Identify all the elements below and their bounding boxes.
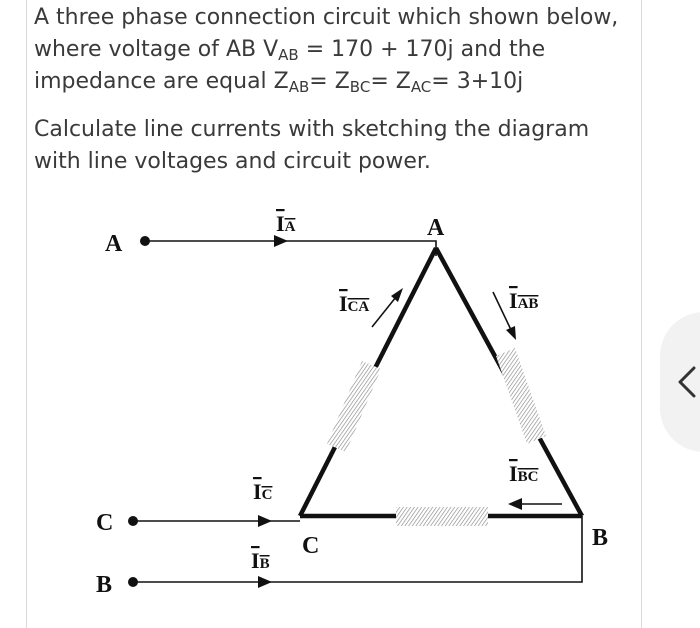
terminal-label-b: B: [96, 572, 113, 598]
arrow-ic: [258, 515, 272, 527]
node-label-b: B: [592, 525, 609, 551]
current-label-ia: IA: [276, 211, 296, 236]
delta-load: [300, 248, 582, 526]
current-label-ib: IB: [251, 548, 270, 573]
question-text-task: Calculate line currents with sketching the diagram with line voltages and circuit power.: [34, 117, 590, 174]
line-wire-a: [140, 236, 436, 256]
arrow-ib: [258, 576, 272, 588]
arrow-ibc: [508, 498, 562, 510]
current-label-ic: IC: [253, 479, 273, 504]
impedance-bc: [396, 507, 488, 526]
terminal-label-a: A: [105, 231, 123, 257]
line-wire-c: [128, 516, 300, 526]
chevron-left-icon[interactable]: [670, 352, 700, 412]
current-label-iab: IAB: [509, 288, 539, 313]
terminal-label-c: C: [96, 510, 114, 536]
current-label-ica: ICA: [339, 291, 370, 316]
node-label-c: C: [302, 533, 320, 559]
line-wire-b: [128, 516, 582, 587]
impedance-ab: [496, 348, 546, 444]
question-text-circuit: A three phase connection circuit which shown below, where voltage of AB $V_{AB} = 170 + 170j$ and the impedance are equal $Z_{AB}= Z_{BC}= Z_{AC}= 3+10j$: [34, 5, 619, 96]
arrow-ia: [274, 235, 288, 247]
node-label-a: A: [427, 215, 445, 241]
impedance-ca: [327, 361, 381, 452]
current-label-ibc: IBC: [509, 461, 539, 486]
